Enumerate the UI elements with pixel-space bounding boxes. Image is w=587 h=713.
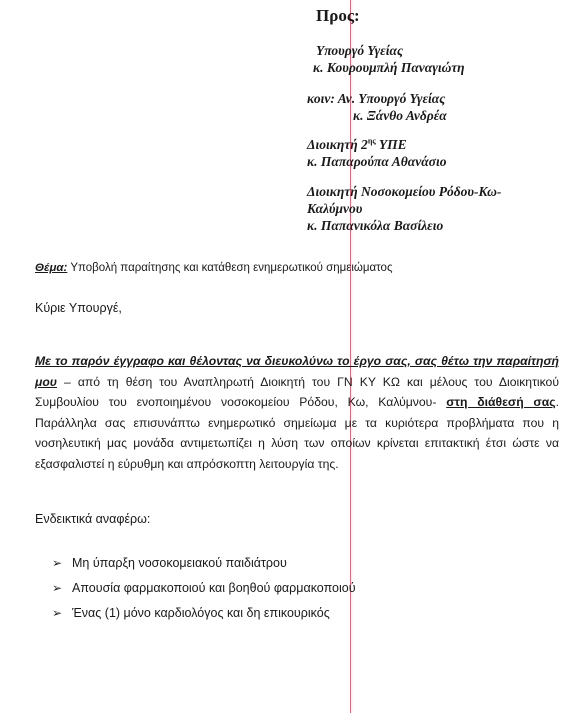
recipients-title: Προς: xyxy=(316,6,360,25)
list-intro: Ενδεικτικά αναφέρω: xyxy=(35,512,151,526)
list-item-text: Μη ύπαρξη νοσοκομειακού παιδιάτρου xyxy=(72,556,287,570)
body-paragraph xyxy=(35,351,559,474)
subject-line xyxy=(35,262,392,274)
ype-role-text: Διοικητή 2 xyxy=(307,137,368,152)
salutation: Κύριε Υπουργέ, xyxy=(35,301,122,315)
list-item-text: Απουσία φαρμακοποιού και βοηθού φαρμακοποιού xyxy=(72,581,356,595)
ype-role xyxy=(307,136,446,153)
resignation-statement: Με το παρόν έγγραφο και θέλοντας να διευκολύνω το έργο σας, σας θέτω την παραίτησή μου xyxy=(35,354,559,389)
recipient-cc xyxy=(307,90,447,124)
ype-name: κ. Παπαρούπα Αθανάσιο xyxy=(307,154,447,169)
recipient-hospital xyxy=(307,183,501,234)
ype-role-suffix: ΥΠΕ xyxy=(375,137,407,152)
hospital-role-line1: Διοικητή Νοσοκομείου Ρόδου-Κω- xyxy=(307,184,502,199)
arrow-bullet-icon: ➢ xyxy=(52,581,63,595)
list-item xyxy=(52,581,356,606)
body-rest: . Παράλληλα σας επισυνάπτω ενημερωτικό σημείωμα με τα κυριότερα προβλήματα που η νοσηλευτική μας μονάδα αντιμετωπίζει η λύση των οποίων κρίνεται επιτακτική έτσι ώστε να εξασφαλιστεί η εύρυθμη και απρόσκοπτη λειτουργία της. xyxy=(35,395,559,471)
subject-text: Υποβολή παραίτησης και κατάθεση ενημερωτικού σημειώματος xyxy=(67,262,393,274)
body-middle: – από τη θέση του Αναπληρωτή Διοικητή του ΓΝ ΚΥ ΚΩ και μέλους του Διοικητικού Συμβουλίου του ενοποιημένου νοσοκομείου Ρόδου, Κω, Καλύμνου- xyxy=(35,374,559,409)
issues-list xyxy=(52,556,356,631)
ype-role-sup: ης xyxy=(367,136,376,146)
list-item xyxy=(52,556,356,581)
disposal-text: στη διάθεσή σας xyxy=(446,395,556,409)
subject-label: Θέμα: xyxy=(35,262,68,274)
cc-role: Αν. Υπουργό Υγείας xyxy=(337,91,446,106)
cc-line xyxy=(307,90,447,107)
recipient-minister xyxy=(313,42,465,76)
cc-prefix: κοιν: xyxy=(307,91,335,106)
arrow-bullet-icon: ➢ xyxy=(52,606,63,620)
minister-name: κ. Κουρουμπλή Παναγιώτη xyxy=(313,60,465,75)
list-item xyxy=(52,606,356,631)
cc-name: κ. Ξάνθο Ανδρέα xyxy=(353,108,447,123)
arrow-bullet-icon: ➢ xyxy=(52,556,63,570)
hospital-name: κ. Παπανικόλα Βασίλειο xyxy=(307,218,444,233)
minister-role: Υπουργό Υγείας xyxy=(316,43,403,58)
hospital-role-line2: Καλύμνου xyxy=(307,201,363,216)
list-item-text: Ένας (1) μόνο καρδιολόγος και δη επικουρικός xyxy=(72,606,330,620)
recipient-ype xyxy=(307,136,446,170)
